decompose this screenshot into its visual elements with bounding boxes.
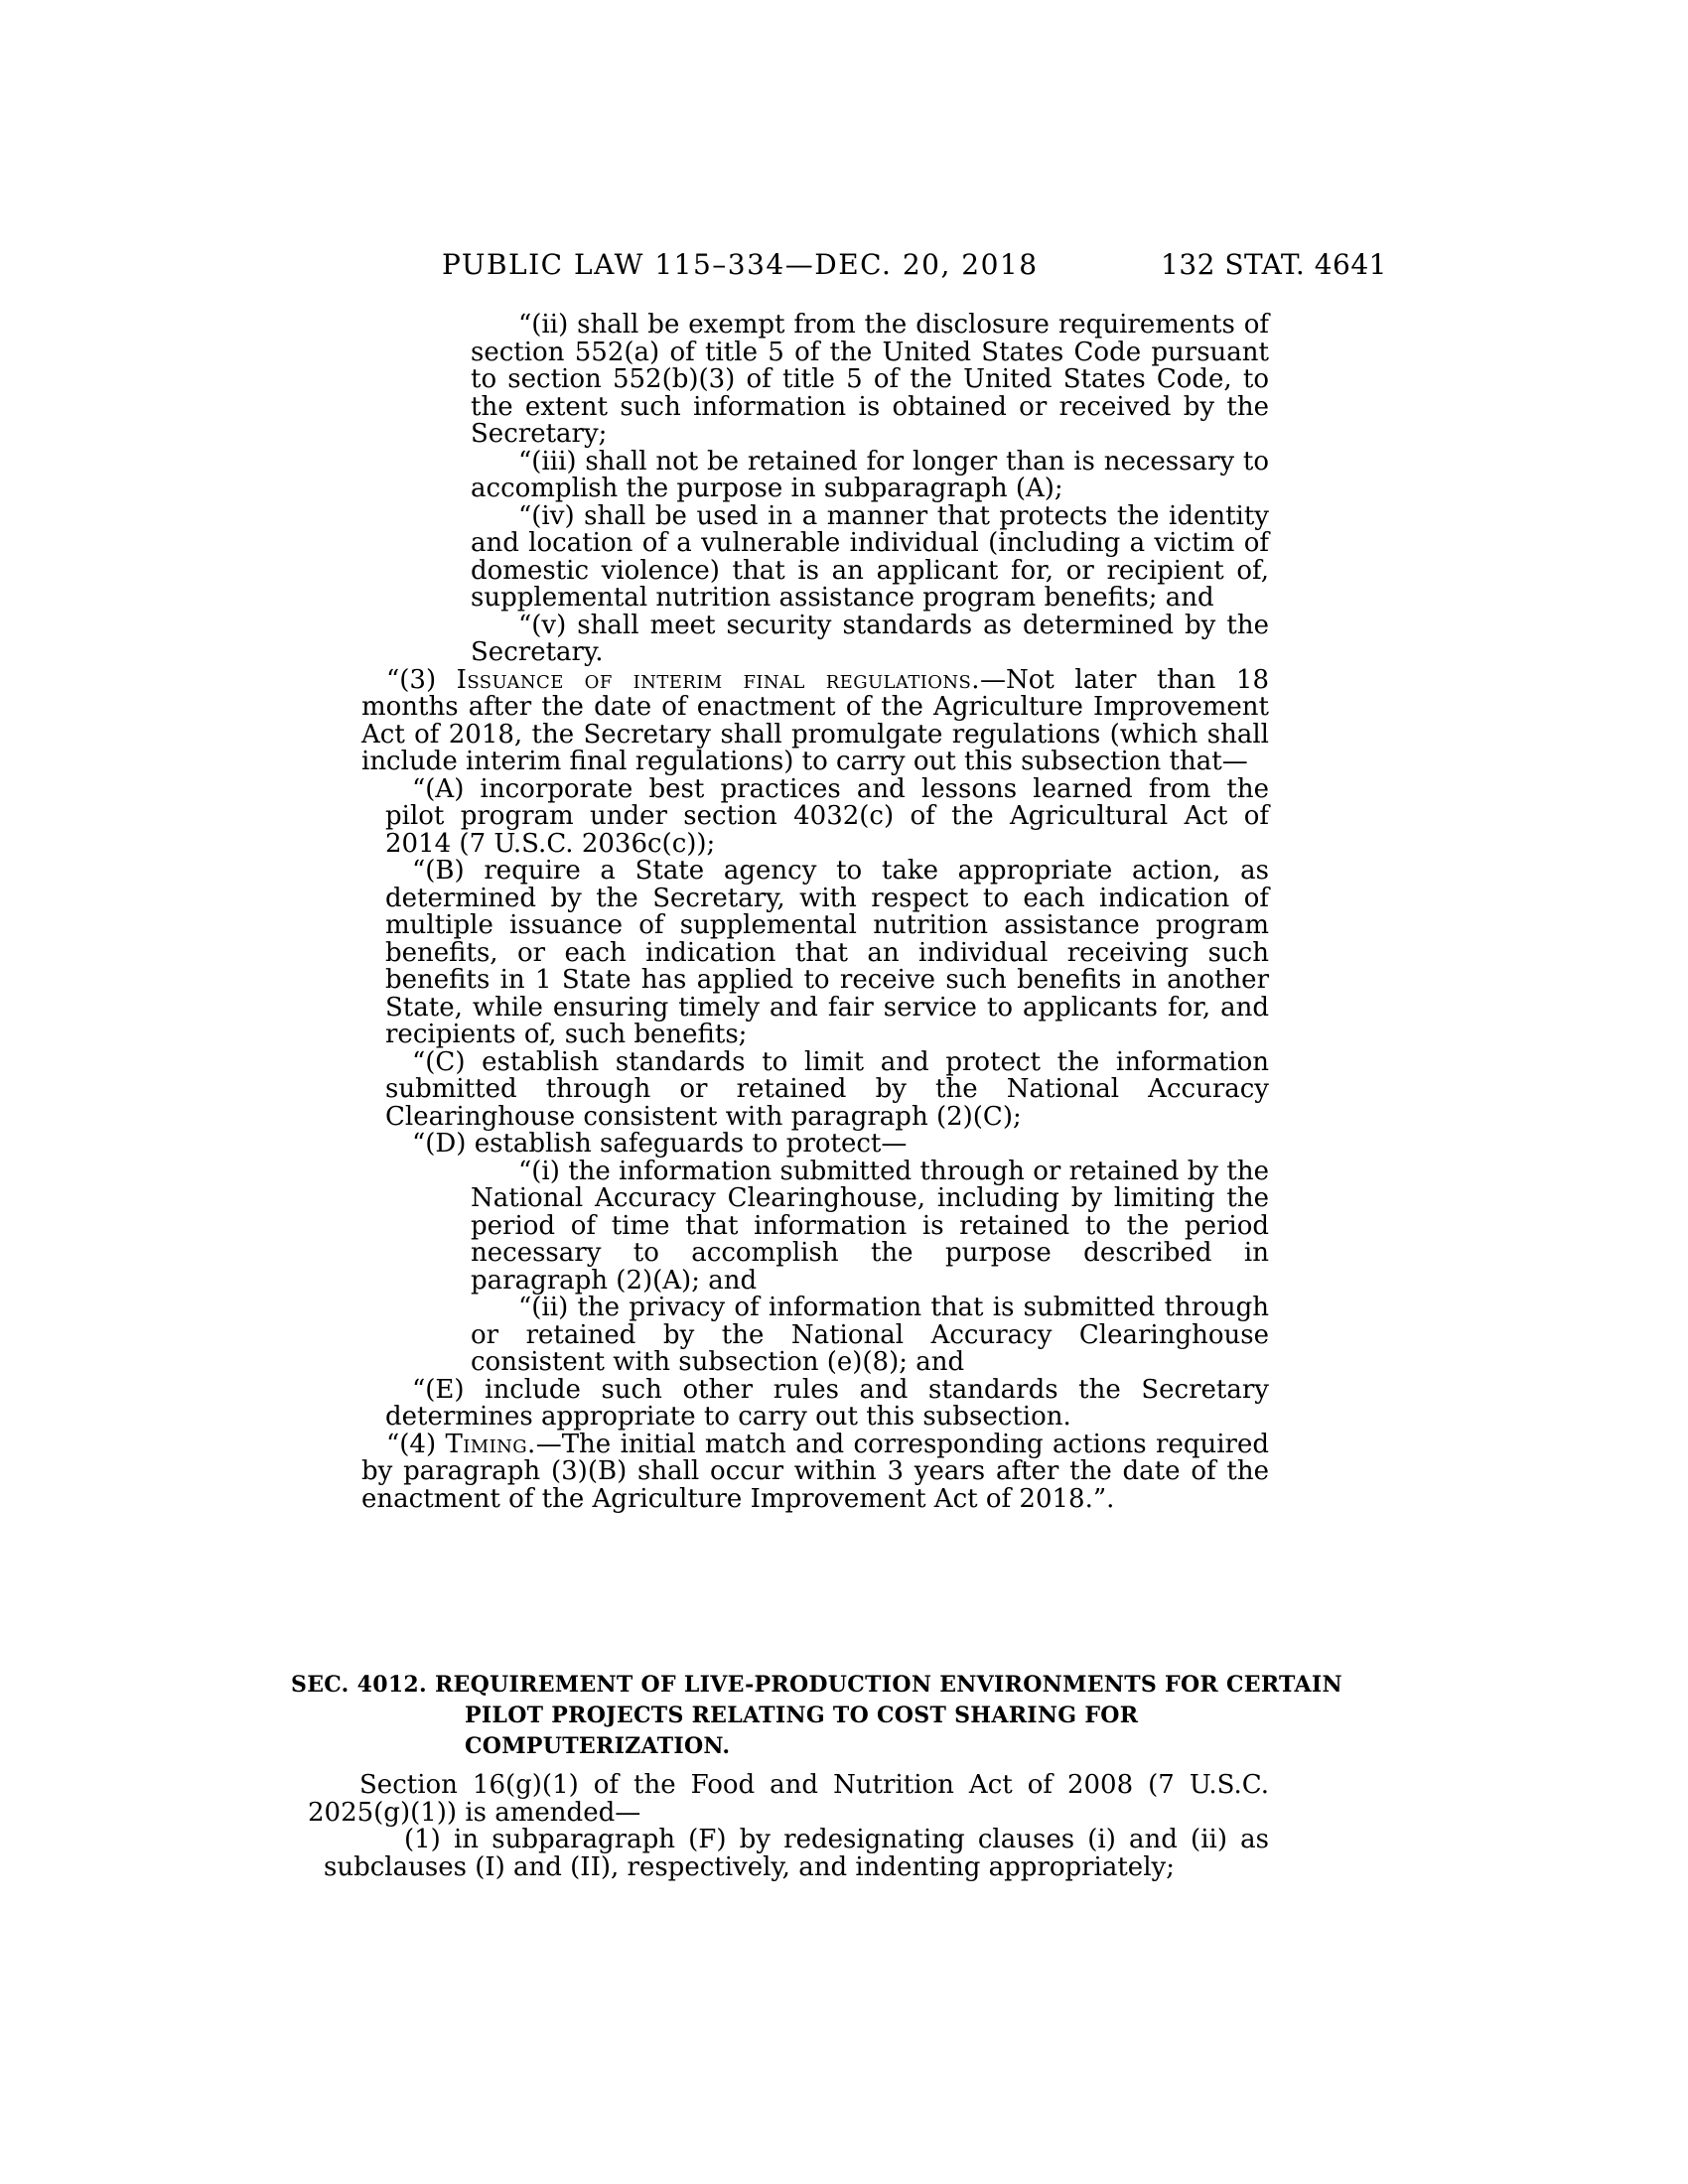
paragraph-smallcaps-heading: Issuance of interim final regulations. — [456, 664, 980, 695]
statute-paragraph: “(ii) shall be exempt from the disclosure requirements of section 552(a) of title 5 of the United States Code pursuant to section 552(b)(3) of title 5 of the United States Code, to the extent such information is obtained or received by the Secretary; — [471, 310, 1269, 449]
statute-paragraph: “(iii) shall not be retained for longer than is necessary to accomplish the purpose in subparagraph (A); — [471, 446, 1269, 503]
statute-paragraph: “(D) establish safeguards to protect— — [412, 1129, 908, 1159]
section-heading: SEC. 4012. REQUIREMENT OF LIVE-PRODUCTION ENVIRONMENTS FOR CERTAIN PILOT PROJECTS RELATING TO COST SHARING FOR COMPUTERIZATION. — [291, 1672, 1342, 1759]
section-4012-block — [291, 1670, 1342, 1882]
statute-paragraph — [308, 664, 1269, 776]
statute-paragraph: Section 16(g)(1) of the Food and Nutrition Act of 2008 (7 U.S.C. 2025(g)(1)) is amended— — [308, 1770, 1269, 1828]
page-header-law-number: PUBLIC LAW 115–334—DEC. 20, 2018 — [442, 248, 1039, 281]
statute-paragraph: “(B) require a State agency to take appropriate action, as determined by the Secretary, with respect to each indication of multiple issuance of supplemental nutrition assistance program benefits, or each indication that an individual receiving such benefits in 1 State has applied to receive such benefits in another State, while ensuring timely and fair service to applicants for, and recipients of, such benefits; — [385, 856, 1269, 1049]
section-amendment-text — [308, 1772, 1269, 1881]
statute-paragraph: “(iv) shall be used in a manner that protects the identity and location of a vulnerable individual (including a victim of domestic violence) that is an applicant for, or recipient of, supplemental nutrition assistance program benefits; and — [471, 500, 1269, 613]
paragraph-number: “(4) — [386, 1429, 446, 1459]
paragraph-smallcaps-heading: Timing. — [445, 1429, 536, 1459]
paragraph-text: —Not later than 18 months after the date of enactment of the Agriculture Improvement Act of 2018, the Secretary shall promulgate regulations (which shall include interim final regulations) to carry out this subsection that— — [361, 664, 1269, 776]
statute-paragraph — [308, 1429, 1269, 1514]
statute-paragraph: (1) in subparagraph (F) by redesignating clauses (i) and (ii) as subclauses (I) and (II), respectively, and indenting appropriately; — [324, 1825, 1269, 1882]
statute-paragraph: “(i) the information submitted through or retained by the National Accuracy Clearinghouse, including by limiting the period of time that information is retained to the period necessary to accomplish the purpose described in paragraph (2)(A); and — [471, 1156, 1269, 1296]
statute-paragraph: “(E) include such other rules and standards the Secretary determines appropriate to carry out this subsection. — [385, 1374, 1269, 1432]
page-header-stat-citation: 132 STAT. 4641 — [1161, 248, 1387, 281]
paragraph-text: —The initial match and corresponding actions required by paragraph (3)(B) shall occur within 3 years after the date of the enactment of the Agriculture Improvement Act of 2018.”. — [361, 1429, 1269, 1514]
statute-paragraph: “(v) shall meet security standards as determined by the Secretary. — [471, 610, 1269, 667]
statute-paragraph: “(C) establish standards to limit and protect the information submitted through or retained by the National Accuracy Clearinghouse consistent with paragraph (2)(C); — [385, 1046, 1269, 1132]
statute-paragraph: “(ii) the privacy of information that is submitted through or retained by the National Accuracy Clearinghouse consistent with subsection (e)(8); and — [471, 1293, 1269, 1377]
statute-paragraph: “(A) incorporate best practices and lessons learned from the pilot program under section 4032(c) of the Agricultural Act of 2014 (7 U.S.C. 2036c(c)); — [385, 773, 1269, 859]
statute-body-text — [308, 312, 1269, 1513]
paragraph-number: “(3) — [386, 664, 457, 695]
